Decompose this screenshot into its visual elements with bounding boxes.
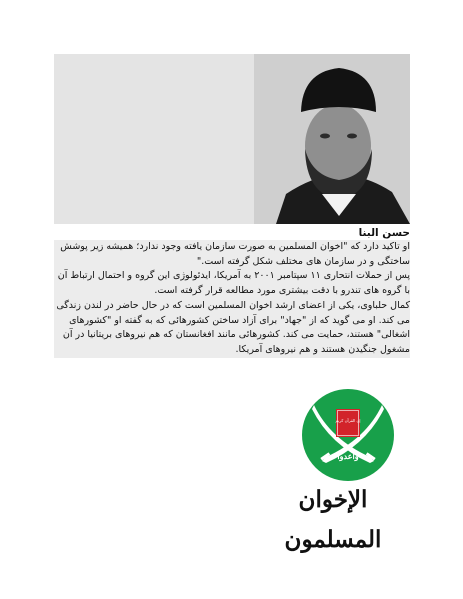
paragraph-1: او تاکید دارد که "اخوان المسلمین به صورت سازمان یافته وجود ندارد؛ همیشه زیر پوشش ساختگی و در سازمان های مختلف شکل گرفته است.": [54, 240, 410, 269]
emblem-motto: وأعدوا: [337, 451, 359, 461]
book-inscription: إن القرآن كريم: [335, 418, 361, 423]
photo-caption: حسن البنا: [358, 227, 410, 239]
article-text: [54, 226, 410, 358]
portrait-image: [54, 54, 410, 224]
paragraph-2: پس از حملات انتحاری ۱۱ سپتامبر ۲۰۰۱ به آمریکا، ایدئولوژی این گروه و احتمال ارتباط آن با گروه های تندرو با دقت بیشتری مورد مطالعه قرار گرفته است.: [54, 269, 410, 298]
paragraph-3: کمال حلباوی، یکی از اعضای ارشد اخوان المسلمین است که در حال حاضر در لندن زندگی می کند. او می گوید که از "جهاد" برای آزاد ساختن کشورهائی که به گفته او "کشورهای اشغالی" هستند، حمایت می کند. کشورهائی مانند افغانستان که هم نیروهای بریتانیا در آن مشغول جنگیدن هستند و هم نیروهای آمریکا.: [54, 299, 410, 358]
emblem-graphic: [300, 387, 396, 483]
calligraphy-title: الإخوان المسلمون: [284, 486, 382, 553]
portrait-photo: [54, 54, 410, 224]
muslim-brotherhood-emblem: [300, 387, 396, 483]
